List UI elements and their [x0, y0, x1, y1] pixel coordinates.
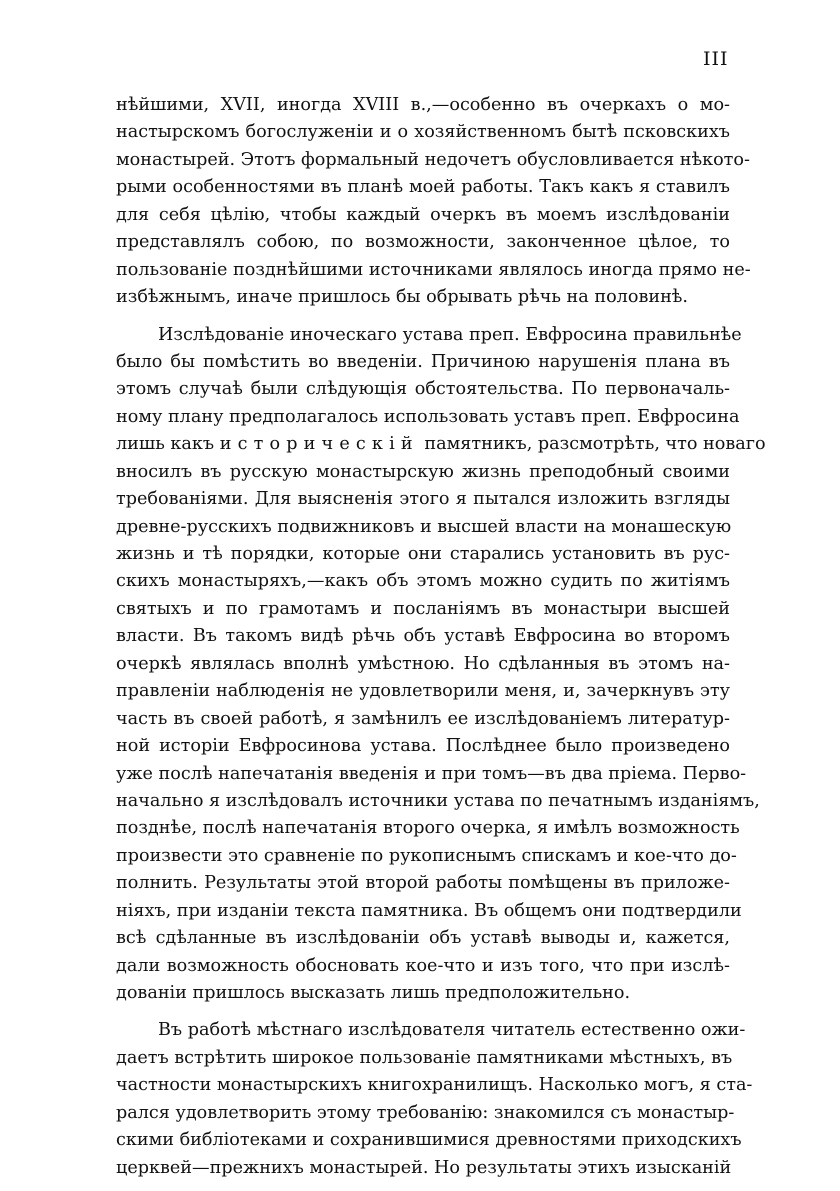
text-line: ніяхъ, при изданіи текста памятника. Въ общемъ они подтвердили: [116, 900, 742, 921]
text-line: представлялъ собою, по возможности, законченное цѣлое, то: [116, 232, 730, 253]
text-line: даетъ встрѣтить широкое пользованіе памятниками мѣстныхъ, въ: [116, 1047, 733, 1068]
text-fragment: памятникъ, разсмотрѣть, что новаго: [418, 434, 766, 455]
text-line: полнить. Результаты этой второй работы помѣщены въ приложе-: [116, 873, 730, 894]
text-line: уже послѣ напечатанія введенія и при томъ—въ два пріема. Перво-: [116, 763, 747, 784]
text-line: власти. Въ такомъ видѣ рѣчь объ уставѣ Евфросина во второмъ: [116, 626, 730, 647]
text-line: этомъ случаѣ были слѣдующія обстоятельства. По первоначаль-: [116, 379, 730, 400]
paragraph-2: [116, 322, 766, 1008]
text-line: Въ работѣ мѣстнаго изслѣдователя читатель естественно ожи-: [158, 1020, 746, 1041]
emphasized-word: историческій: [219, 434, 419, 455]
text-line: требованіями. Для выясненія этого я пытался изложить взгляды: [116, 489, 730, 510]
body-text: [116, 92, 766, 1182]
text-line: дали возможность обосновать кое-что и изъ того, что при изслѣ-: [116, 955, 730, 976]
text-line: жизнь и тѣ порядки, которые они старались установить въ рус-: [116, 544, 730, 564]
text-line: церквей—прежнихъ монастырей. Но результаты этихъ изысканій: [116, 1157, 732, 1178]
text-line: начально я изслѣдовалъ источники устава по печатнымъ изданіямъ,: [116, 790, 760, 811]
paragraph-3: [116, 1017, 753, 1182]
text-fragment: лишь какъ: [116, 434, 220, 455]
text-line: рыми особенностями въ планѣ моей работы. Такъ какъ я ставилъ: [116, 177, 730, 198]
text-line: скими библіотеками и сохранившимися древностями приходскихъ: [116, 1130, 742, 1151]
text-line: дованіи пришлось высказать лишь предположительно.: [116, 983, 631, 1003]
text-line-with-emphasis: [116, 431, 766, 458]
text-line: очеркѣ являлась вполнѣ умѣстною. Но сдѣланныя въ этомъ на-: [116, 653, 730, 674]
text-line: Изслѣдованіе иноческаго устава преп. Евфросина правильнѣе: [158, 324, 742, 345]
text-line: древне-русскихъ подвижниковъ и высшей власти на монашескую: [116, 516, 732, 537]
text-line: ному плану предполагалось использовать уставъ преп. Евфросина: [116, 406, 740, 427]
text-line: часть въ своей работѣ, я замѣнилъ ее изслѣдованіемъ литератур-: [116, 708, 730, 729]
text-line: святыхъ и по грамотамъ и посланіямъ въ монастыри высшей: [116, 598, 730, 619]
text-line: вносилъ въ русскую монастырскую жизнь преподобный своими: [116, 461, 730, 482]
paragraph-1: [116, 92, 751, 312]
text-line: скихъ монастыряхъ,—какъ объ этомъ можно судить по житіямъ: [116, 571, 730, 592]
text-line: избѣжнымъ, иначе пришлось бы обрывать рѣчь на половинѣ.: [116, 287, 689, 308]
text-line: правленіи наблюденія не удовлетворили меня, и, зачеркнувъ эту: [116, 681, 730, 702]
text-line: настырскомъ богослуженіи и о хозяйственномъ бытѣ псковскихъ: [116, 122, 730, 143]
text-line: произвести это сравненіе по рукописнымъ спискамъ и кое-что до-: [116, 845, 737, 866]
text-line: всѣ сдѣланные въ изслѣдованіи объ уставѣ выводы и, кажется,: [116, 928, 730, 949]
text-line: рался удовлетворить этому требованію: знакомился съ монастыр-: [116, 1102, 735, 1123]
page-number: III: [703, 48, 729, 70]
text-line: для себя цѣлію, чтобы каждый очеркъ въ моемъ изслѣдованіи: [116, 204, 730, 225]
text-line: позднѣе, послѣ напечатанія второго очерка, я имѣлъ возможность: [116, 818, 740, 839]
text-line: пользованіе позднѣйшими источниками являлось иногда прямо не-: [116, 259, 751, 280]
text-line: монастырей. Этотъ формальный недочетъ обусловливается нѣкото-: [116, 149, 750, 170]
text-line: частности монастырскихъ книгохранилищъ. Насколько могъ, я ста-: [116, 1075, 753, 1096]
text-line: ной исторіи Евфросинова устава. Послѣднее было произведено: [116, 736, 730, 757]
text-line: было бы помѣстить во введеніи. Причиною нарушенія плана въ: [116, 351, 730, 372]
text-line: нѣйшими, XVII, иногда XVIII в.,—особенно въ очеркахъ о мо-: [116, 95, 730, 115]
